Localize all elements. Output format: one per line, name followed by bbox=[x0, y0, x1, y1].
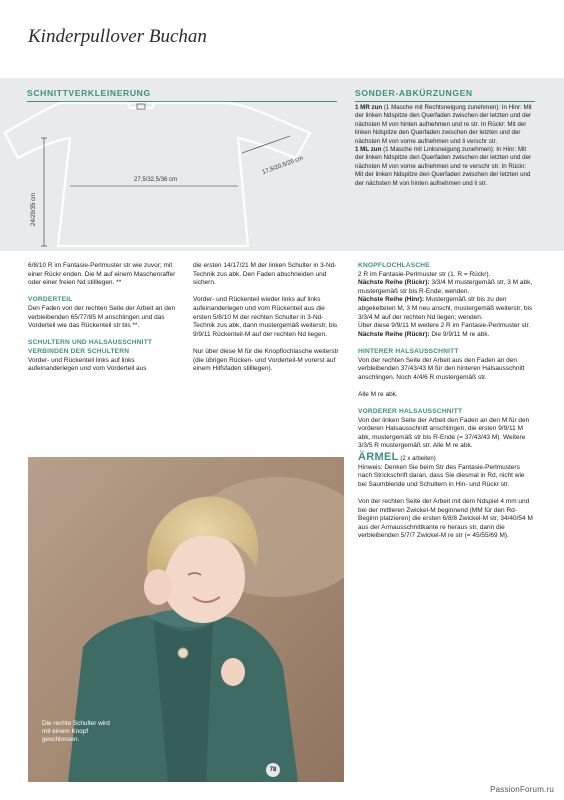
ml-text: (1 Masche mit Linksneigung zunehmen): In Hinr: Mit der linken Ndspitze den Querfaden zwischen der letzten und der nächsten M von vorne aufnehmen und re verschr str. In Rückr: Mit der linken Ndspitze den Querfaden zwischen der letzten und der nächsten M von hinten aufnehmen und li str. bbox=[355, 146, 532, 187]
vorderteil-heading: VORDERTEIL bbox=[28, 296, 73, 304]
sleeve-label: 17,5/20,5/25 cm bbox=[261, 155, 305, 176]
page-number: 78 bbox=[266, 763, 280, 777]
col2-paragraph-1: die ersten 14/17/21 M der linken Schulter in 3-Nd-Technik zus abk. Den Faden abschneiden und sichern. bbox=[193, 262, 337, 287]
page-title: Kinderpullover Buchan bbox=[28, 26, 207, 47]
knopfloch-row-3 bbox=[358, 331, 534, 340]
knopfloch-heading: KNOPFLOCHLASCHE bbox=[358, 262, 430, 269]
hinterer-paragraph-2: Alle M re abk. bbox=[358, 390, 398, 398]
text-column-2 bbox=[193, 262, 343, 374]
aermel-subheading: (2 x arbeiten) bbox=[400, 456, 436, 463]
vorderteil-paragraph: Den Faden von der rechten Seite der Arbeit an den verbleibenden 65/77/85 M anschlingen und das Vorderteil wie das Rückenteil str bis **. bbox=[28, 304, 176, 330]
knopfloch-paragraph-1: 2 R im Fantasie-Perlmuster str (1. R = Rückr). bbox=[358, 270, 491, 278]
abkuerzungen-heading: SONDER-ABKÜRZUNGEN bbox=[355, 88, 473, 98]
button-icon bbox=[178, 648, 188, 658]
mr-term: 1 MR zun bbox=[355, 104, 383, 111]
knopfloch-paragraph-2: Über diese 9/9/11 M weitere 2 R im Fantasie-Perlmuster str. bbox=[358, 322, 531, 330]
text-column-1 bbox=[28, 262, 178, 374]
schulter-paragraph: Vorder- und Rückenteil links auf links aufeinanderlegen und vom Vorderteil aus bbox=[28, 356, 147, 373]
sleeve-dimension bbox=[242, 136, 290, 153]
aermel-heading: ÄRMEL bbox=[358, 451, 399, 464]
col2-paragraph-3: Nur über diese M für die Knopflochlasche weiterstr (die übrigen Rücken- und Vorderteil-M vorerst auf einem Hilfsfaden stilllegen). bbox=[193, 347, 339, 373]
schematic-diagram bbox=[0, 78, 345, 251]
text-column-3 bbox=[358, 262, 534, 541]
mr-text: (1 Masche mit Rechtsneigung zunehmen): In Hinr: Mit der linken Ndspitze den Querfaden zwischen der letzten und der nächsten M von hinten aufnehmen und re str. In Rückr: Mit der linken Ndspitze den Querfaden zwischen der letzten und der nächsten M von vorne aufnehmen und li verschr str. bbox=[355, 104, 532, 145]
ml-term: 1 ML zun bbox=[355, 146, 382, 154]
abkuerzungen-rule bbox=[355, 101, 535, 102]
col2-paragraph-2: Vorder- und Rückenteil wieder links auf links aufeinanderlegen und vom Rückenteil aus die ersten 5/8/10 M der rechten Schulter in 3-Nd-Technik zus abk, dann mustergemäß weiterstr, bis 9/9/11 Rückenteil-M auf der rechten Nd liegen. bbox=[193, 296, 338, 338]
photo-caption: Die rechte Schulter wird mit einem Knopf geschlossen. bbox=[42, 720, 110, 743]
verbinden-heading: VERBINDEN DER SCHULTERN bbox=[28, 347, 130, 355]
intro-paragraph: 6/8/10 R im Fantasie-Perlmuster str wie zuvor; mit einer Rückr enden. Die M auf einem Maschenraffer oder einer freien Nd stilllegen. ** bbox=[28, 262, 176, 287]
height-label: 24/29/35 cm bbox=[31, 192, 37, 226]
row-term: Nächste Reihe (Hinr): bbox=[358, 296, 425, 304]
watermark: PassionForum.ru bbox=[490, 785, 554, 794]
row-text: Die 9/9/11 M re abk. bbox=[429, 330, 490, 338]
width-label: 27,5/32,5/36 cm bbox=[134, 177, 178, 183]
knopfloch-row-1 bbox=[358, 279, 534, 296]
schulter-heading: SCHULTERN UND HALSAUSSCHNITT bbox=[28, 339, 153, 347]
row-text: Mustergemäß str bis zu den abgeketteten M, 3 M neu anschl, mustergemäß weiterstr, bis 3/3/4 M auf der rechten Nd liegen; wenden. bbox=[358, 296, 533, 321]
vorderer-paragraph: Von der linken Seite der Arbeit den Faden an den M für den vorderen Halsausschnitt anschlingen, die ersten 9/9/11 M abk, mustergemäß str bis R-Ende (= 37/43/43 M). Weitere 3/3/5 R mustergemäß str. Alle M re abk. bbox=[358, 416, 530, 450]
row-term: Nächste Reihe (Rückr): bbox=[358, 279, 430, 287]
hinterer-paragraph-1: Von der rechten Seite der Arbeit aus den Faden an den verbleibenden 37/43/43 M für den hinteren Halsausschnitt anschlingen. Noch 4/4/6 R mustergemäß str. bbox=[358, 356, 525, 381]
aermel-paragraph-2: Von der rechten Seite der Arbeit mit dem Ndspiel 4 mm und bei der mittleren Zwickel-M beginnend (MM für den Rd-Beginn platzieren) die ersten 6/8/8 Zwickel-M str, 34/40/54 M aus der Armausschnittkante re heraus str, dann die verbleibenden 5/7/7 Zwickel-M re str (= 45/55/69 M). bbox=[358, 498, 533, 540]
aermel-paragraph-1: Hinweis: Denken Sie beim Str des Fantasie-Perlmusters nach Strickschrift daran, dass Sie diesmal in Rd, nicht wie bei Saumblende und Schultern in Hin- und Rückr str. bbox=[358, 463, 525, 488]
abkuerzungen-text bbox=[355, 104, 535, 188]
knopfloch-row-2 bbox=[358, 296, 534, 322]
schnitt-heading: SCHNITTVERKLEINERUNG bbox=[27, 88, 151, 98]
row-term: Nächste Reihe (Rückr): bbox=[358, 330, 430, 338]
hinterer-heading: HINTERER HALSAUSSCHNITT bbox=[358, 347, 459, 355]
vorderer-heading: VORDERER HALSAUSSCHNITT bbox=[358, 408, 463, 416]
row-text: 3/3/4 M mustergemäß str, 3 M abk, mustergemäß str bis R-Ende; wenden. bbox=[358, 279, 533, 295]
